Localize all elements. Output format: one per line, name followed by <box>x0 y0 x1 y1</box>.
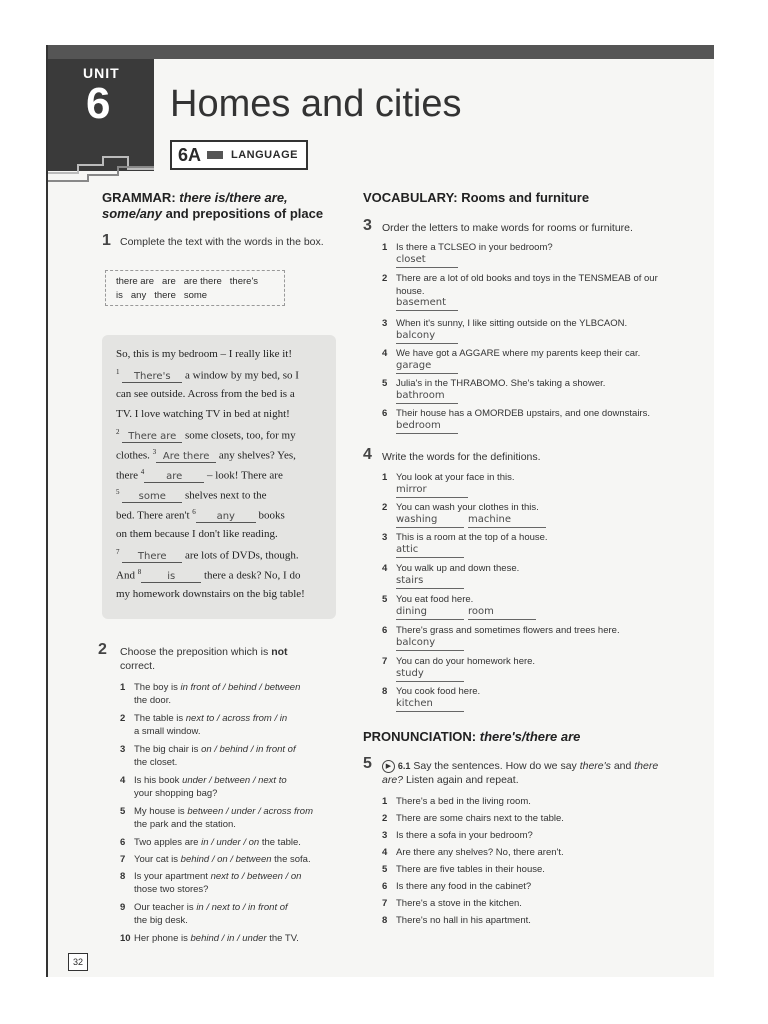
ex3-answer[interactable]: balcony <box>396 330 458 344</box>
ex2-item: 9 Our teacher is in / next to / in front of the big desk. <box>120 902 288 926</box>
section-badge <box>170 140 308 170</box>
text-line: So, this is my bedroom – I really like it! <box>116 348 292 360</box>
ex5-item: 8 There's no hall in his apartment. <box>382 915 531 926</box>
gap-6-answer[interactable]: any <box>196 511 256 523</box>
page-number: 32 <box>68 953 88 971</box>
text-line: $^5$ some shelves next to the <box>116 488 267 502</box>
text-line: on them because I don't like reading. <box>116 528 278 540</box>
ex5-item: 5 There are five tables in their house. <box>382 864 545 875</box>
ex4-answer[interactable]: study <box>396 668 464 682</box>
text-line: can see outside. Across from the bed is a <box>116 388 295 400</box>
workbook-page <box>46 45 714 977</box>
ex4-answer[interactable]: stairs <box>396 575 464 589</box>
ex3-item: 1 Is there a TCLSEO in your bedroom? <box>382 242 553 253</box>
exercise-2-number: 2 <box>98 641 107 658</box>
ex4-answer[interactable]: mirror <box>396 484 468 498</box>
ex4-item: 5 You eat food here. <box>382 594 474 605</box>
exercise-1-number: 1 <box>102 232 111 249</box>
gap-1-answer[interactable]: There's <box>122 371 182 383</box>
section-code: 6A <box>178 144 202 165</box>
exercise-4-number: 4 <box>363 446 372 463</box>
ex3-answer[interactable]: basement <box>396 297 458 311</box>
ex4-answer[interactable]: washing <box>396 514 464 528</box>
ex3-answer[interactable]: garage <box>396 360 458 374</box>
text-line: TV. I love watching TV in bed at night! <box>116 408 290 420</box>
ex4-answer-2[interactable]: room <box>468 606 536 620</box>
ex3-answer[interactable]: bedroom <box>396 420 458 434</box>
gap-7-answer[interactable]: There <box>122 551 182 563</box>
ex3-item: 2 There are a lot of old books and toys in the TENSMEAB of our house. <box>382 273 658 297</box>
ex4-answer[interactable]: kitchen <box>396 698 464 712</box>
ex2-item: 6 Two apples are in / under / on the table. <box>120 837 301 848</box>
ex2-item: 10 Her phone is behind / in / under the TV. <box>120 933 299 944</box>
ex4-item: 8 You cook food here. <box>382 686 481 697</box>
ex2-item: 4 Is his book under / between / next to your shopping bag? <box>120 775 287 799</box>
exercise-4-instruction: Write the words for the definitions. <box>382 451 541 463</box>
top-bar <box>48 45 714 59</box>
text-line: there $^4$ are – look! There are <box>116 468 283 482</box>
ex4-answer[interactable]: dining <box>396 606 464 620</box>
exercise-5-number: 5 <box>363 755 372 772</box>
ex4-item: 4 You walk up and down these. <box>382 563 520 574</box>
exercise-5-instruction: ▶ 6.1 Say the sentences. How do we say there's and there are? Listen again and repeat. <box>382 760 659 786</box>
ex3-answer[interactable]: bathroom <box>396 390 458 404</box>
vocab-heading: VOCABULARY: Rooms and furniture <box>363 190 590 205</box>
text-line: $^2$ There are some closets, too, for my <box>116 428 296 442</box>
ex3-item: 6 Their house has a OMORDEB upstairs, and one downstairs. <box>382 408 650 419</box>
ex4-answer[interactable]: balcony <box>396 637 464 651</box>
ex4-answer-2[interactable]: machine <box>468 514 546 528</box>
gap-2-answer[interactable]: There are <box>122 431 182 443</box>
ex2-item: 8 Is your apartment next to / between / on those two stores? <box>120 871 302 895</box>
ex5-item: 1 There's a bed in the living room. <box>382 796 531 807</box>
gap-4-answer[interactable]: are <box>144 471 204 483</box>
ex5-item: 7 There's a stove in the kitchen. <box>382 898 522 909</box>
unit-box <box>48 59 154 171</box>
exercise-3-number: 3 <box>363 217 372 234</box>
exercise-1-instruction: Complete the text with the words in the box. <box>120 236 324 248</box>
ex3-item: 4 We have got a AGGARE where my parents keep their car. <box>382 348 641 359</box>
text-line: $^7$ There are lots of DVDs, though. <box>116 548 299 562</box>
ex5-item: 4 Are there any shelves? No, there aren't. <box>382 847 564 858</box>
ex3-item: 5 Julia's in the THRABOMO. She's taking a shower. <box>382 378 606 389</box>
exercise-3-instruction: Order the letters to make words for rooms or furniture. <box>382 222 633 234</box>
page-title: Homes and cities <box>170 83 462 125</box>
step-decoration <box>48 155 154 185</box>
ex4-item: 3 This is a room at the top of a house. <box>382 532 548 543</box>
audio-track: 6.1 <box>397 761 411 771</box>
grammar-heading: GRAMMAR: there is/there are, some/any and prepositions of place <box>102 190 324 221</box>
ex2-item: 7 Your cat is behind / on / between the sofa. <box>120 854 311 865</box>
ex3-answer[interactable]: closet <box>396 254 458 268</box>
badge-separator <box>207 151 223 159</box>
ex4-item: 6 There's grass and sometimes flowers and trees here. <box>382 625 620 636</box>
text-line: clothes. $^3$ Are there any shelves? Yes, <box>116 448 296 462</box>
text-line: bed. There aren't $^6$ any books <box>116 508 285 522</box>
ex2-item: 3 The big chair is on / behind / in front of the closet. <box>120 744 296 768</box>
text-line: And $^8$ is there a desk? No, I do <box>116 568 301 582</box>
ex3-item: 3 When it's sunny, I like sitting outside on the YLBCAON. <box>382 318 628 329</box>
ex4-item: 1 You look at your face in this. <box>382 472 515 483</box>
ex4-answer[interactable]: attic <box>396 544 464 558</box>
ex2-item: 2 The table is next to / across from / in a small window. <box>120 713 288 737</box>
ex2-item: 1 The boy is in front of / behind / between the door. <box>120 682 301 706</box>
pronunciation-heading: PRONUNCIATION: there's/there are <box>363 729 581 744</box>
gap-3-answer[interactable]: Are there <box>156 451 216 463</box>
ex5-item: 3 Is there a sofa in your bedroom? <box>382 830 533 841</box>
unit-number: 6 <box>86 79 111 128</box>
exercise-2-instruction: Choose the preposition which is not correct. <box>120 646 288 672</box>
gap-8-answer[interactable]: is <box>141 571 201 583</box>
unit-label: UNIT <box>83 65 120 81</box>
word-box: there are are are there there's is any there some <box>105 270 285 306</box>
text-line: my homework downstairs on the big table! <box>116 588 305 600</box>
gap-5-answer[interactable]: some <box>122 491 182 503</box>
ex2-item: 5 My house is between / under / across from the park and the station. <box>120 806 313 830</box>
section-language: LANGUAGE <box>231 149 298 161</box>
text-line: $^1$ There's a window by my bed, so I <box>116 368 299 382</box>
ex4-item: 7 You can do your homework here. <box>382 656 536 667</box>
ex5-item: 6 Is there any food in the cabinet? <box>382 881 532 892</box>
audio-play-icon[interactable]: ▶ <box>382 760 395 773</box>
ex4-item: 2 You can wash your clothes in this. <box>382 502 539 513</box>
ex5-item: 2 There are some chairs next to the table. <box>382 813 564 824</box>
